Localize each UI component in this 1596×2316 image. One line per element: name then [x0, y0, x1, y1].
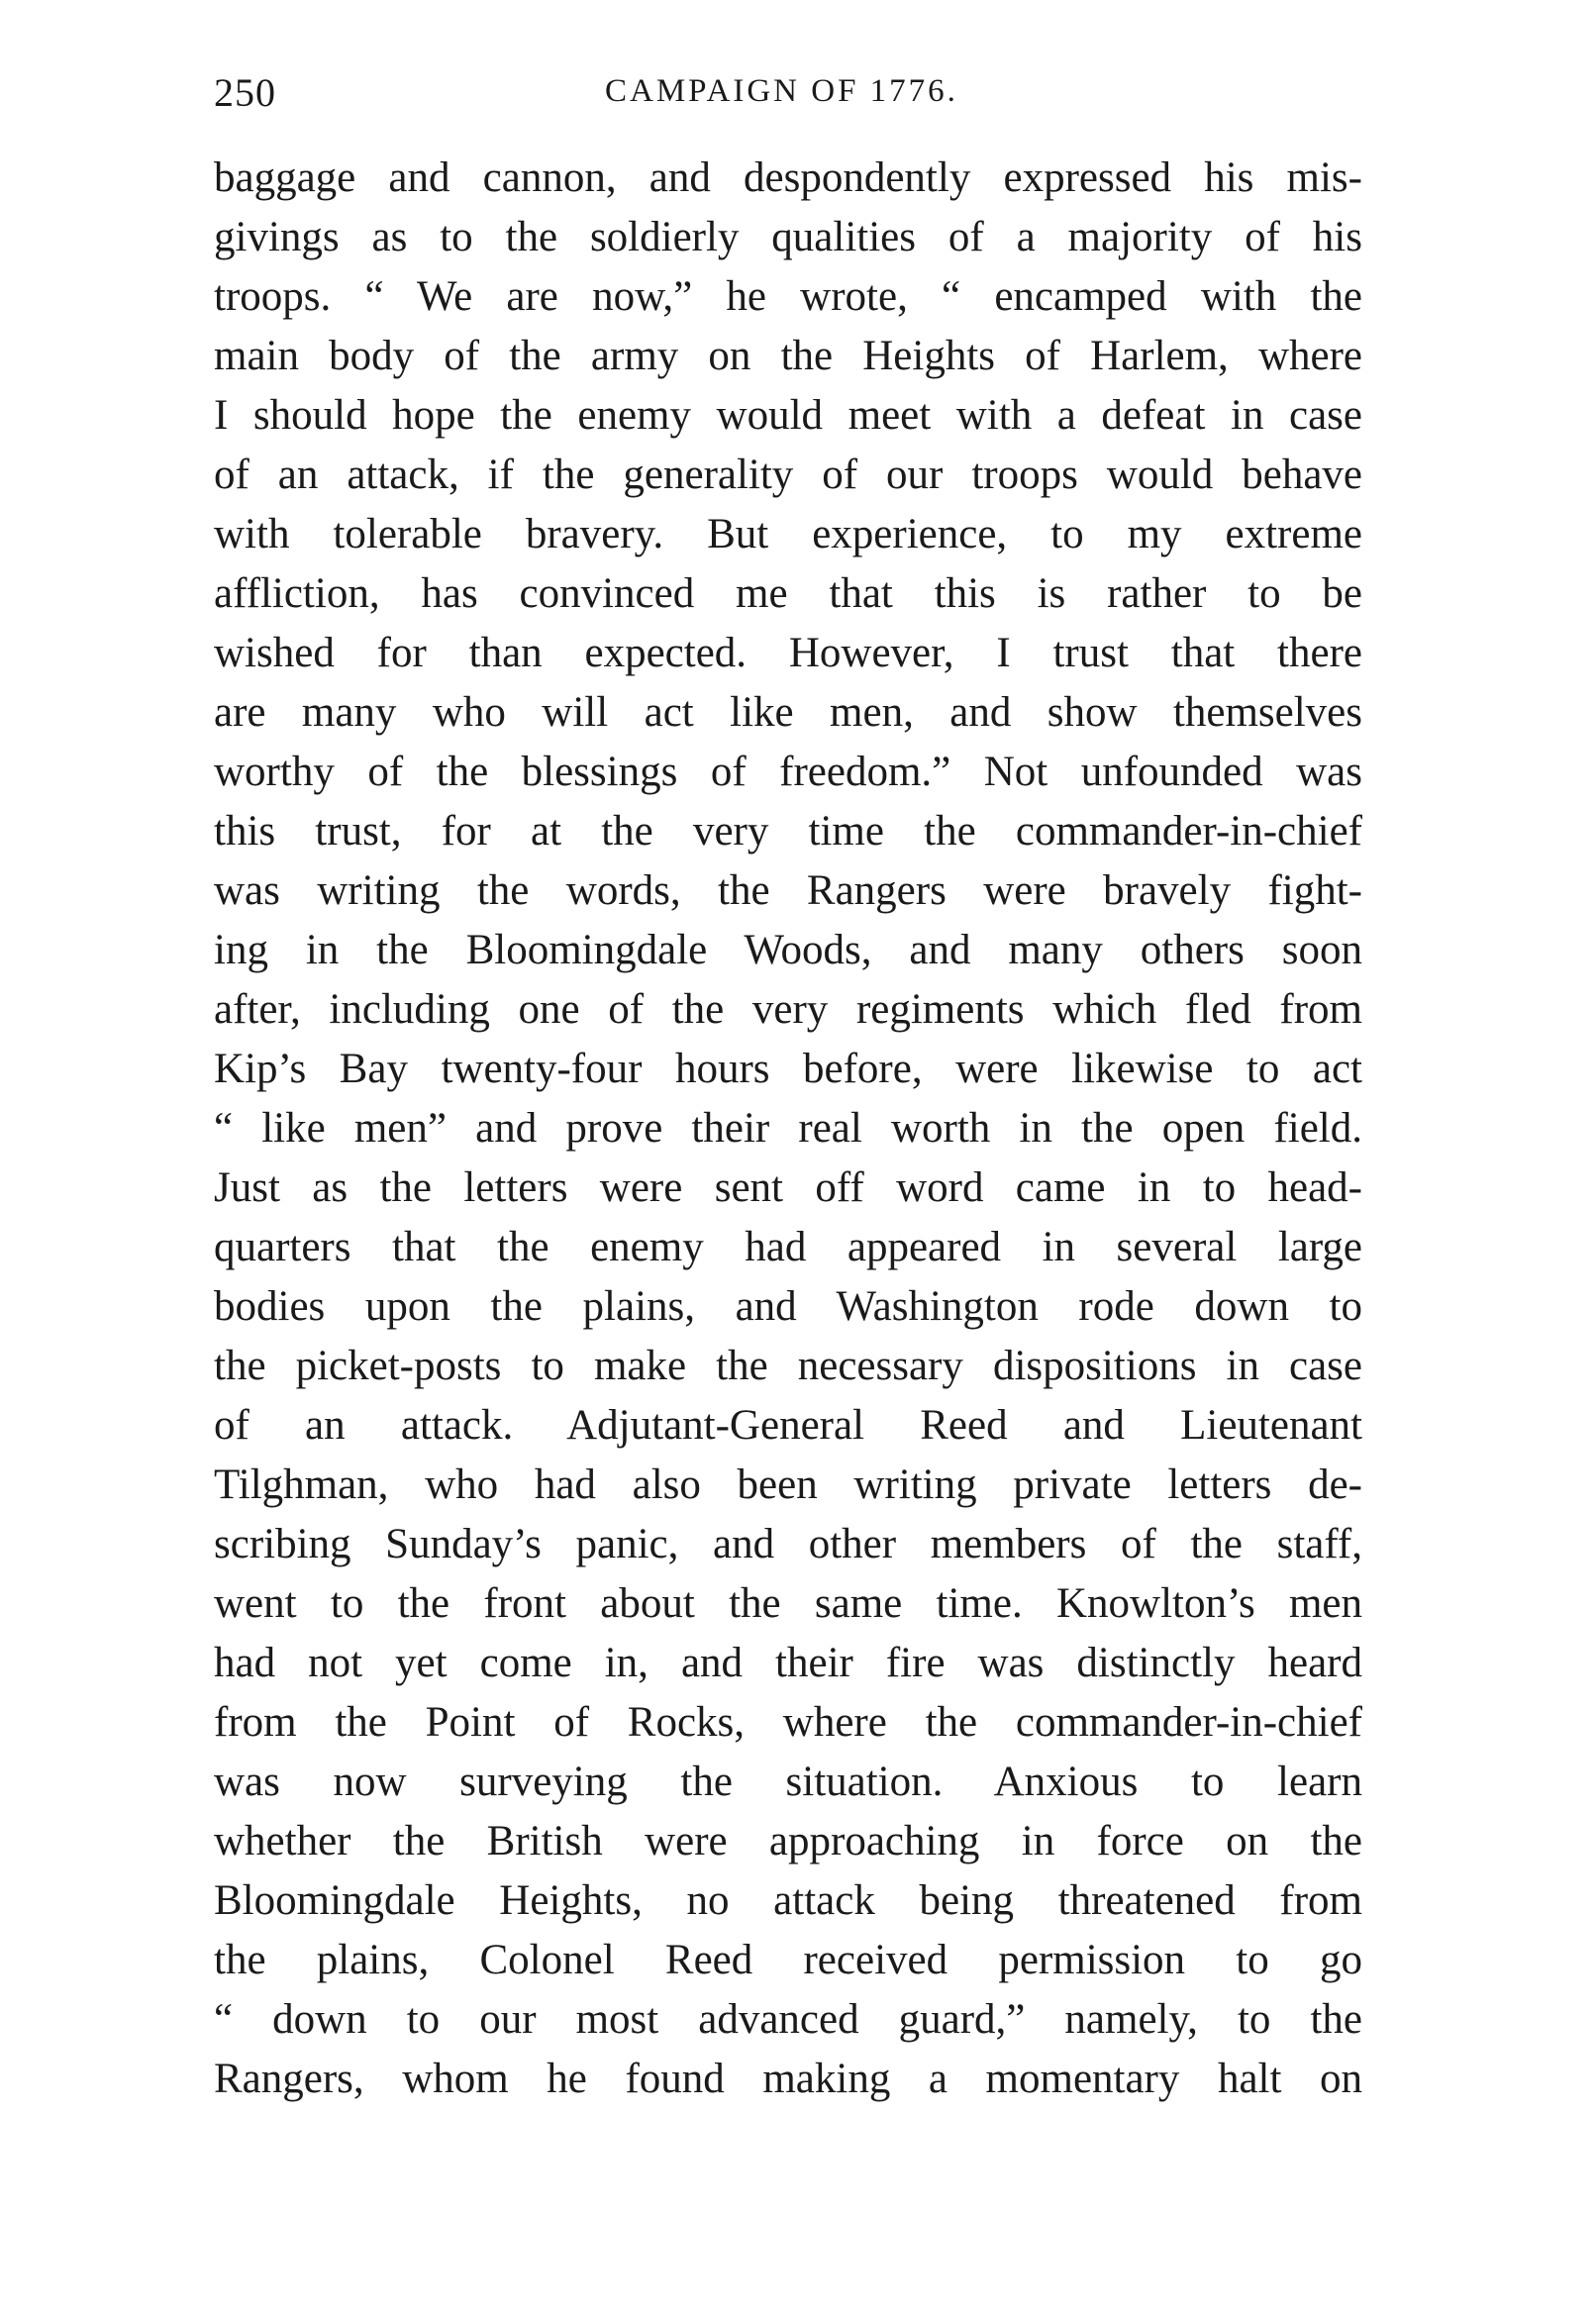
text-line: troops. “ We are now,” he wrote, “ encamped with the [214, 273, 1362, 320]
text-line: the plains, Colonel Reed received permission to go [214, 1937, 1362, 1983]
text-line: scribing Sunday’s panic, and other members of the staff, [214, 1521, 1362, 1567]
text-line: was now surveying the situation. Anxious to learn [214, 1759, 1362, 1805]
text-line: ing in the Bloomingdale Woods, and many others soon [214, 927, 1362, 973]
text-line: was writing the words, the Rangers were bravely fight- [214, 867, 1362, 914]
text-line: had not yet come in, and their fire was distinctly heard [214, 1640, 1362, 1686]
text-line: from the Point of Rocks, where the commander-in-chief [214, 1699, 1362, 1746]
text-line: of an attack, if the generality of our troops would behave [214, 452, 1362, 498]
text-line: with tolerable bravery. But experience, to my extreme [214, 511, 1362, 557]
text-line: wished for than expected. However, I trust that there [214, 630, 1362, 676]
text-line: are many who will act like men, and show themselves [214, 689, 1362, 736]
page-number: 250 [214, 70, 276, 115]
running-title: CAMPAIGN OF 1776. [605, 73, 958, 109]
text-line: main body of the army on the Heights of Harlem, where [214, 333, 1362, 379]
text-line: the picket-posts to make the necessary dispositions in case [214, 1343, 1362, 1389]
text-line: Just as the letters were sent off word came in to head- [214, 1164, 1362, 1211]
text-line: after, including one of the very regiments which fled from [214, 986, 1362, 1033]
text-line: Kip’s Bay twenty-four hours before, were likewise to act [214, 1046, 1362, 1092]
text-line: quarters that the enemy had appeared in several large [214, 1224, 1362, 1270]
text-line: givings as to the soldierly qualities of a majority of his [214, 214, 1362, 260]
text-line: baggage and cannon, and despondently expressed his mis- [214, 154, 1362, 201]
text-line: Bloomingdale Heights, no attack being threatened from [214, 1877, 1362, 1924]
text-line: “ like men” and prove their real worth in the open field. [214, 1105, 1362, 1152]
text-line: whether the British were approaching in force on the [214, 1818, 1362, 1864]
text-line: affliction, has convinced me that this is rather to be [214, 570, 1362, 617]
text-line: of an attack. Adjutant-General Reed and Lieutenant [214, 1402, 1362, 1449]
text-line: Tilghman, who had also been writing private letters de- [214, 1461, 1362, 1508]
text-line: “ down to our most advanced guard,” namely, to the [214, 1996, 1362, 2043]
text-line: worthy of the blessings of freedom.” Not unfounded was [214, 749, 1362, 795]
text-line: bodies upon the plains, and Washington rode down to [214, 1283, 1362, 1330]
running-head [214, 69, 1362, 119]
text-line: Rangers, whom he found making a momentary halt on [214, 2056, 1362, 2102]
body-text [214, 149, 1362, 2109]
text-line: went to the front about the same time. Knowlton’s men [214, 1580, 1362, 1627]
text-line: I should hope the enemy would meet with a defeat in case [214, 392, 1362, 439]
text-line: this trust, for at the very time the commander-in-chief [214, 808, 1362, 855]
